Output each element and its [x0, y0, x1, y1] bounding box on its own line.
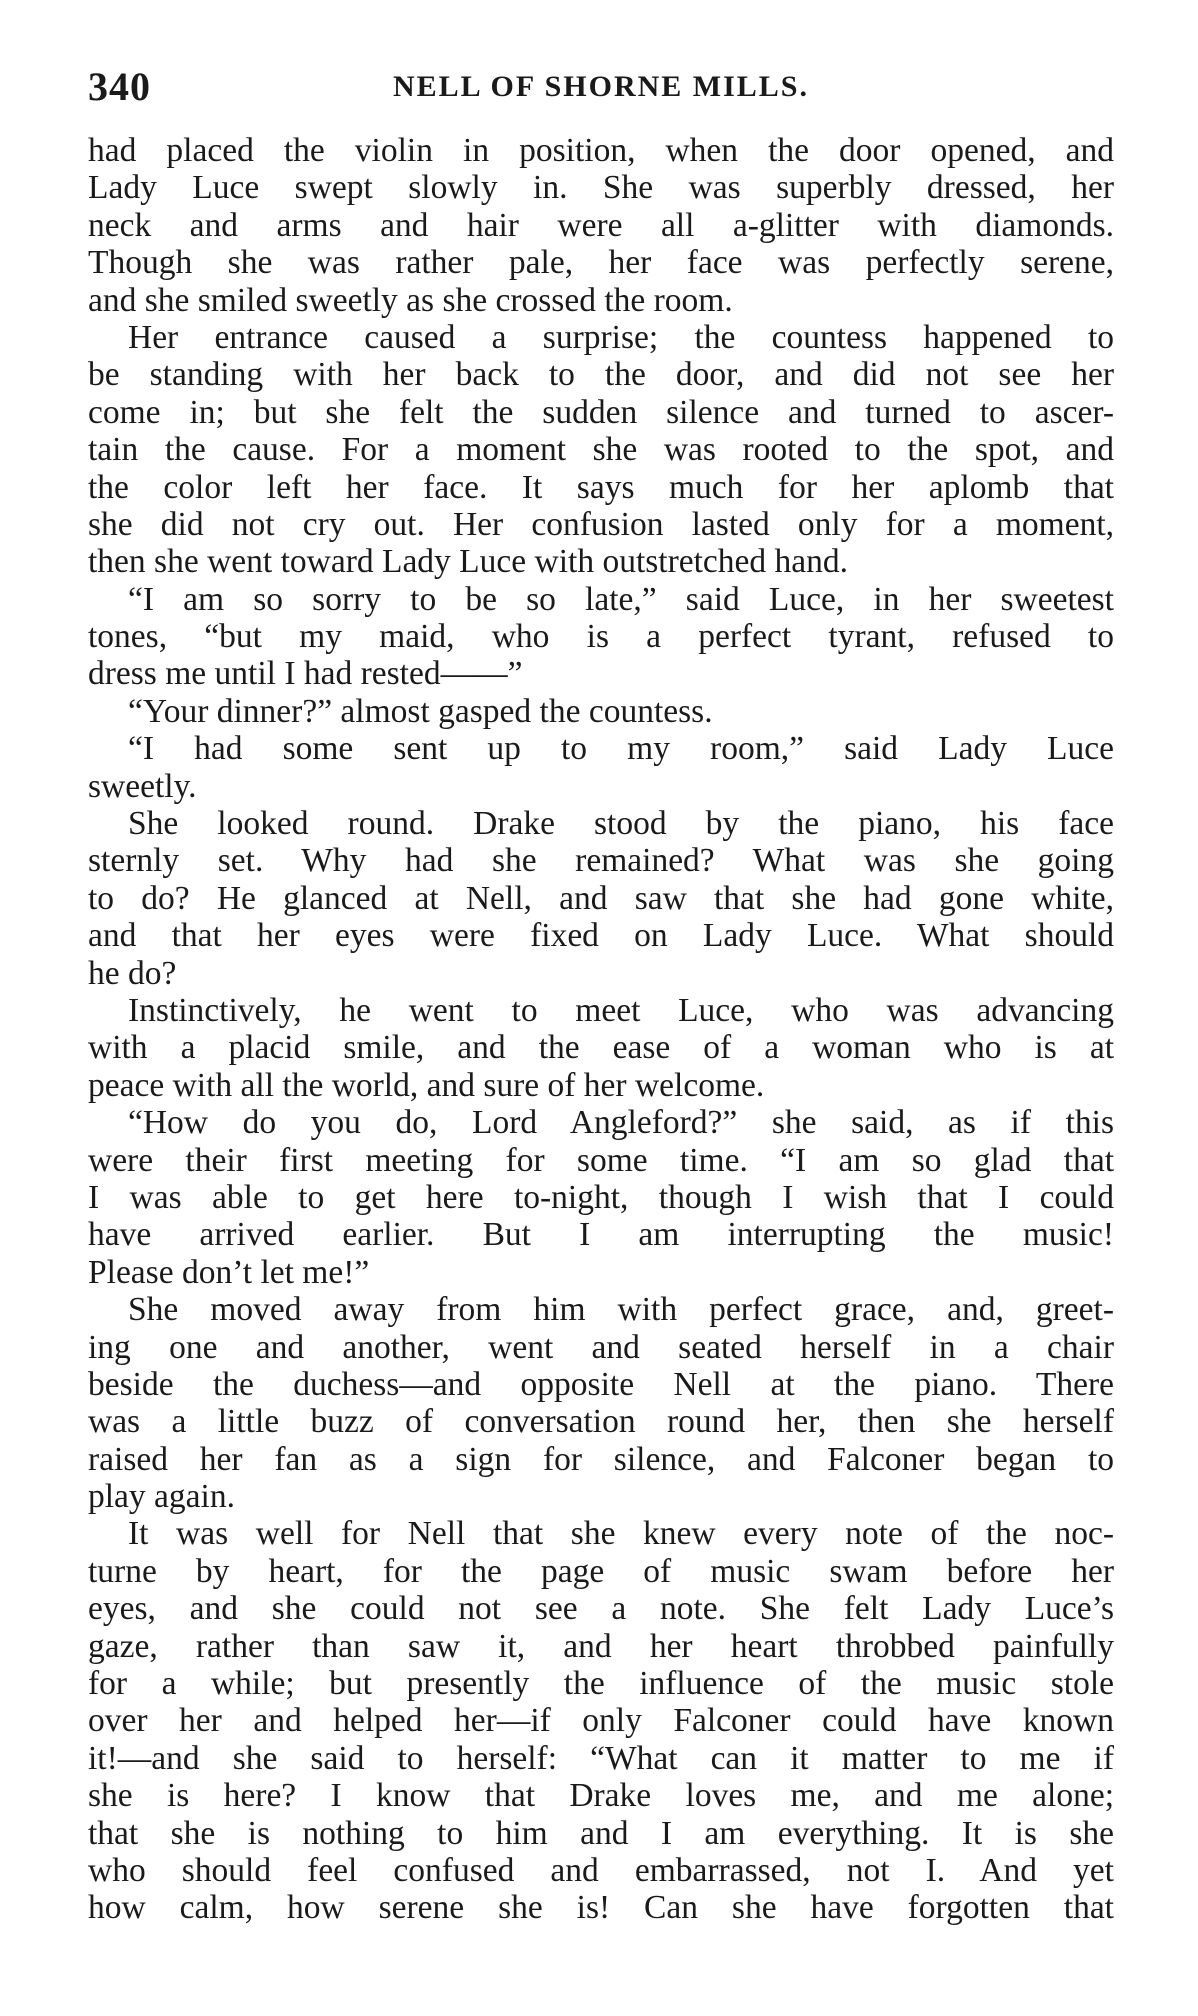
text-line: She looked round. Drake stood by the piano, his face — [128, 805, 1114, 843]
text-line: sternly set. Why had she remained? What was she going — [88, 842, 1114, 880]
text-line: “How do you do, Lord Angleford?” she said, as if this — [128, 1104, 1114, 1142]
text-line: “I am so sorry to be so late,” said Luce, in her sweetest — [128, 580, 1114, 618]
text-line: how calm, how serene she is! Can she have forgotten that — [88, 1889, 1114, 1927]
page-number: 340 — [88, 64, 151, 109]
text-line: gaze, rather than saw it, and her heart throbbed painfully — [88, 1627, 1114, 1665]
text-line: she is here? I know that Drake loves me, and me alone; — [88, 1777, 1114, 1815]
text-line: sweetly. — [88, 767, 197, 805]
text-line: come in; but she felt the sudden silence and turned to ascer- — [88, 393, 1114, 431]
text-line: I was able to get here to-night, though I wish that I could — [88, 1178, 1114, 1216]
text-line: Instinctively, he went to meet Luce, who was advancing — [128, 991, 1114, 1029]
text-line: the color left her face. It says much for her aplomb that — [88, 468, 1114, 506]
body-text — [88, 132, 1114, 1927]
text-line: be standing with her back to the door, and did not see her — [88, 356, 1114, 394]
text-line: he do? — [88, 954, 177, 992]
text-line: tain the cause. For a moment she was rooted to the spot, and — [88, 431, 1114, 469]
text-line: had placed the violin in position, when the door opened, and — [88, 132, 1114, 169]
text-line: She moved away from him with perfect grace, and, greet- — [128, 1291, 1114, 1329]
book-page — [88, 56, 1114, 1927]
text-line: “I had some sent up to my room,” said Lady Luce — [128, 730, 1114, 768]
page-header — [88, 56, 1114, 118]
text-line: that she is nothing to him and I am everything. It is she — [88, 1814, 1114, 1852]
text-line: and she smiled sweetly as she crossed the room. — [88, 281, 733, 319]
text-line: it!—and she said to herself: “What can it matter to me if — [88, 1739, 1114, 1777]
text-line: “Your dinner?” almost gasped the countess. — [128, 692, 713, 730]
text-line: It was well for Nell that she knew every note of the noc- — [128, 1515, 1114, 1553]
text-line: eyes, and she could not see a note. She felt Lady Luce’s — [88, 1590, 1114, 1628]
text-line: play again. — [88, 1478, 235, 1516]
text-line: Her entrance caused a surprise; the countess happened to — [128, 318, 1114, 356]
text-line: for a while; but presently the influence of the music stole — [88, 1665, 1114, 1703]
text-line: over her and helped her—if only Falconer could have known — [88, 1702, 1114, 1740]
text-line: have arrived earlier. But I am interrupting the music! — [88, 1216, 1114, 1254]
text-line: then she went toward Lady Luce with outstretched hand. — [88, 543, 849, 581]
text-line: Though she was rather pale, her face was perfectly serene, — [88, 244, 1114, 282]
text-line: to do? He glanced at Nell, and saw that she had gone white, — [88, 879, 1114, 917]
text-line: was a little buzz of conversation round her, then she herself — [88, 1403, 1114, 1441]
running-title: NELL OF SHORNE MILLS. — [393, 70, 809, 103]
text-line: she did not cry out. Her confusion lasted only for a moment, — [88, 505, 1114, 543]
text-line: neck and arms and hair were all a-glitter with diamonds. — [88, 206, 1114, 244]
text-line: and that her eyes were fixed on Lady Luce. What should — [88, 917, 1114, 955]
text-line: Please don’t let me!” — [88, 1253, 370, 1291]
text-line: who should feel confused and embarrassed, not I. And yet — [88, 1851, 1114, 1889]
text-line: peace with all the world, and sure of her welcome. — [88, 1066, 765, 1104]
text-line: turne by heart, for the page of music swam before her — [88, 1552, 1114, 1590]
text-line: tones, “but my maid, who is a perfect tyrant, refused to — [88, 618, 1114, 656]
text-line: dress me until I had rested——” — [88, 655, 523, 693]
text-line: with a placid smile, and the ease of a woman who is at — [88, 1029, 1114, 1067]
text-line: Lady Luce swept slowly in. She was superbly dressed, her — [88, 169, 1114, 207]
text-line: beside the duchess—and opposite Nell at the piano. There — [88, 1365, 1114, 1403]
text-line: raised her fan as a sign for silence, and Falconer began to — [88, 1440, 1114, 1478]
text-line: ing one and another, went and seated herself in a chair — [88, 1328, 1114, 1366]
text-line: were their first meeting for some time. “I am so glad that — [88, 1141, 1114, 1179]
